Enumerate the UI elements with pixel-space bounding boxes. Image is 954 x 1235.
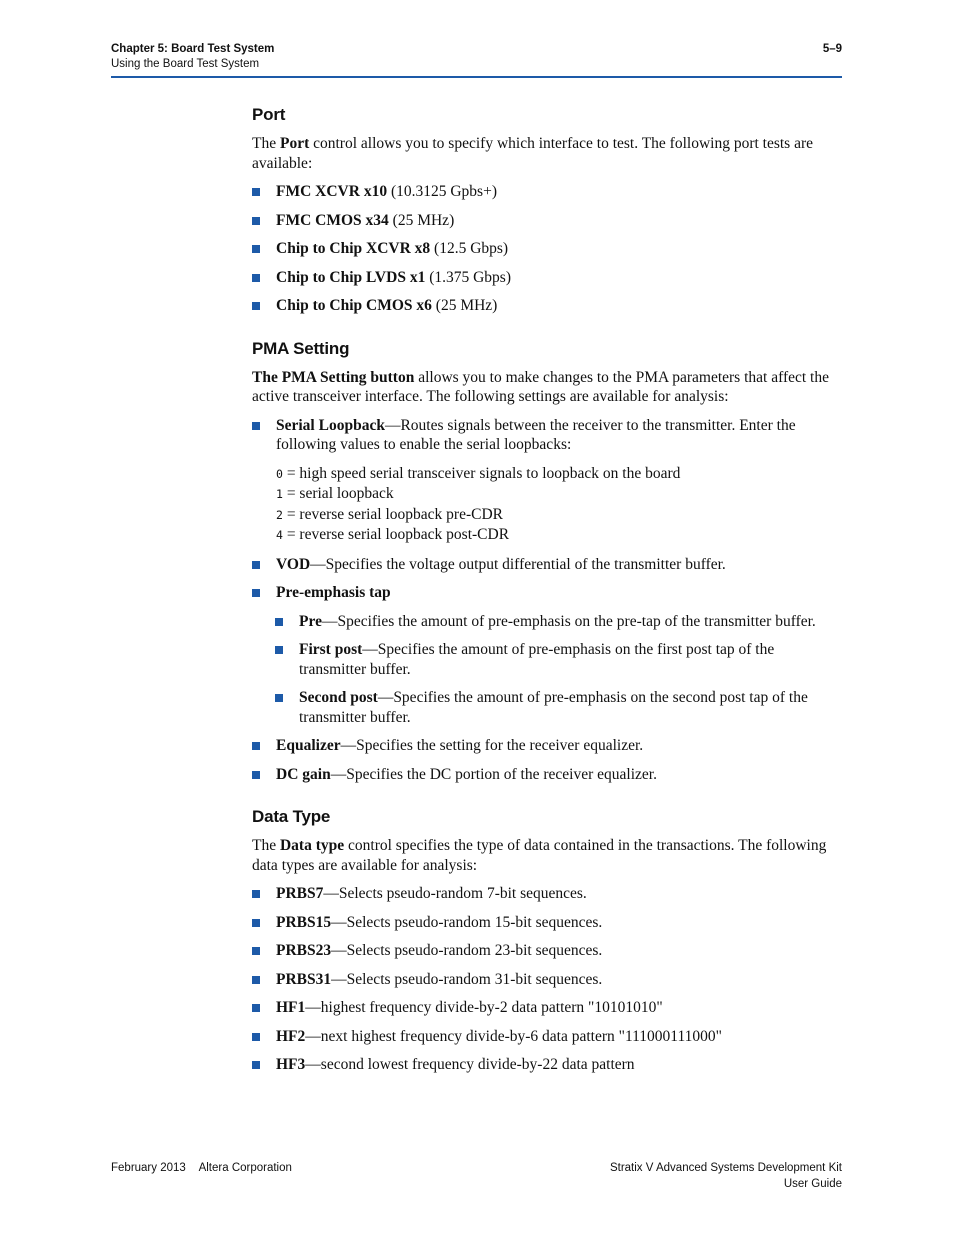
page-header: [111, 41, 842, 79]
list-item: Chip to Chip CMOS x6 (25 MHz): [252, 296, 844, 316]
loopback-code-line: 0 = high speed serial transceiver signals to loopback on the board: [276, 464, 681, 482]
sub-list-item: Pre—Specifies the amount of pre-emphasis on the pre-tap of the transmitter buffer.: [275, 612, 844, 632]
list-item: PRBS15—Selects pseudo-random 15-bit sequences.: [252, 913, 844, 933]
port-list: [252, 182, 844, 316]
sub-list-item: Second post—Specifies the amount of pre-emphasis on the second post tap of the transmitter buffer.: [275, 688, 844, 727]
footer-right: [610, 1160, 842, 1192]
pma-heading: PMA Setting: [252, 338, 350, 358]
data-type-list: [252, 884, 844, 1075]
list-item: Equalizer—Specifies the setting for the receiver equalizer.: [252, 736, 844, 756]
header-section: Using the Board Test System: [111, 58, 260, 70]
port-heading: Port: [252, 105, 286, 124]
footer-doc-title: Stratix V Advanced Systems Development Kit: [609, 1162, 842, 1174]
sub-list-item: First post—Specifies the amount of pre-emphasis on the first post tap of the transmitter buffer.: [275, 640, 844, 679]
list-item: Chip to Chip XCVR x8 (12.5 Gbps): [252, 239, 844, 259]
main-content: [252, 104, 844, 1084]
port-section: [252, 104, 844, 316]
list-item: FMC CMOS x34 (25 MHz): [252, 211, 844, 231]
list-item: DC gain—Specifies the DC portion of the receiver equalizer.: [252, 765, 844, 785]
list-item: PRBS31—Selects pseudo-random 31-bit sequences.: [252, 970, 844, 990]
data-type-intro: The Data type control specifies the type of data contained in the transactions. The following data types are available for analysis:: [252, 837, 827, 874]
data-type-heading: Data Type: [252, 807, 331, 826]
port-intro: The Port control allows you to specify which interface to test. The following port tests are available:: [252, 135, 814, 172]
data-type-section: [252, 806, 844, 1075]
list-item: Serial Loopback—Routes signals between the receiver to the transmitter. Enter the following values to enable the serial loopbacks:: [252, 416, 844, 455]
pma-list-continued: [252, 555, 844, 785]
list-item: FMC XCVR x10 (10.3125 Gpbs+): [252, 182, 844, 202]
loopback-codes: [276, 464, 844, 546]
list-item: HF3—second lowest frequency divide-by-22 data pattern: [252, 1055, 844, 1075]
loopback-code-line: 4 = reverse serial loopback post-CDR: [276, 526, 510, 543]
list-item: Chip to Chip LVDS x1 (1.375 Gbps): [252, 268, 844, 288]
list-item: PRBS7—Selects pseudo-random 7-bit sequences.: [252, 884, 844, 904]
list-item: PRBS23—Selects pseudo-random 23-bit sequences.: [252, 941, 844, 961]
header-rule: [111, 76, 842, 78]
footer-doc-type: User Guide: [783, 1178, 842, 1190]
list-item: Pre-emphasis tap: [252, 583, 844, 603]
pma-list: [252, 416, 844, 455]
footer-date: February 2013: [111, 1162, 186, 1174]
footer-company: Altera Corporation: [198, 1162, 292, 1174]
footer-left: [111, 1160, 292, 1176]
list-item: HF1—highest frequency divide-by-2 data pattern "10101010": [252, 998, 844, 1018]
list-item: HF2—next highest frequency divide-by-6 data pattern "111000111000": [252, 1027, 844, 1047]
header-chapter: Chapter 5: Board Test System: [111, 43, 275, 55]
list-item: VOD—Specifies the voltage output differential of the transmitter buffer.: [252, 555, 844, 575]
pma-section: [252, 338, 844, 785]
loopback-code-line: 1 = serial loopback: [276, 485, 394, 502]
loopback-code-line: 2 = reverse serial loopback pre-CDR: [276, 505, 504, 523]
pma-intro: The PMA Setting button allows you to make changes to the PMA parameters that affect the active transceiver interface. The following settings are available for analysis:: [252, 368, 829, 405]
header-page-number: 5–9: [822, 43, 842, 55]
